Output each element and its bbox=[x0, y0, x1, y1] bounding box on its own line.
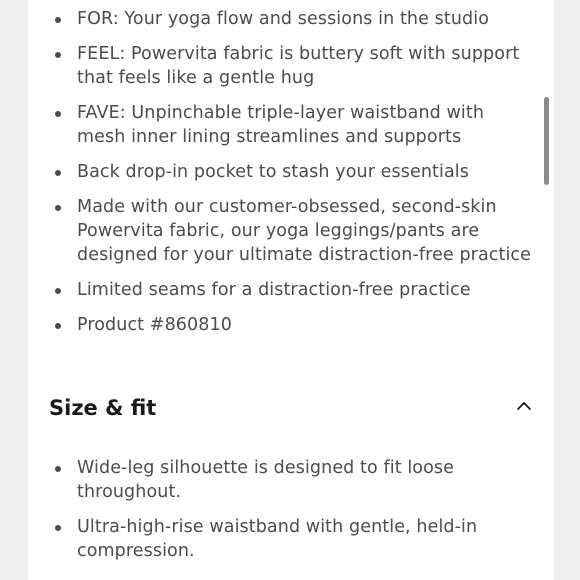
list-item: FOR: Your yoga flow and sessions in the studio bbox=[28, 7, 554, 31]
list-item: FEEL: Powervita fabric is buttery soft with support that feels like a gentle hug bbox=[28, 42, 554, 90]
product-details-panel bbox=[28, 0, 554, 580]
list-item: FAVE: Unpinchable triple-layer waistband with mesh inner lining streamlines and supports bbox=[28, 101, 554, 149]
list-item: Wide-leg silhouette is designed to fit loose throughout. bbox=[28, 456, 554, 504]
size-fit-accordion-toggle[interactable] bbox=[28, 388, 554, 428]
list-item: Made with our customer-obsessed, second-skin Powervita fabric, our yoga leggings/pants are designed for your ultimate distraction-free practice bbox=[28, 195, 554, 267]
list-item: Back drop-in pocket to stash your essentials bbox=[28, 160, 554, 184]
list-item: Ultra-high-rise waistband with gentle, held-in compression. bbox=[28, 515, 554, 563]
scrollbar-thumb[interactable] bbox=[544, 97, 549, 185]
list-item: Product #860810 bbox=[28, 313, 554, 337]
details-list bbox=[28, 7, 554, 348]
list-item: Limited seams for a distraction-free practice bbox=[28, 278, 554, 302]
size-fit-list bbox=[28, 456, 554, 574]
chevron-up-icon[interactable] bbox=[516, 398, 532, 414]
size-fit-title: Size & fit bbox=[49, 396, 157, 420]
